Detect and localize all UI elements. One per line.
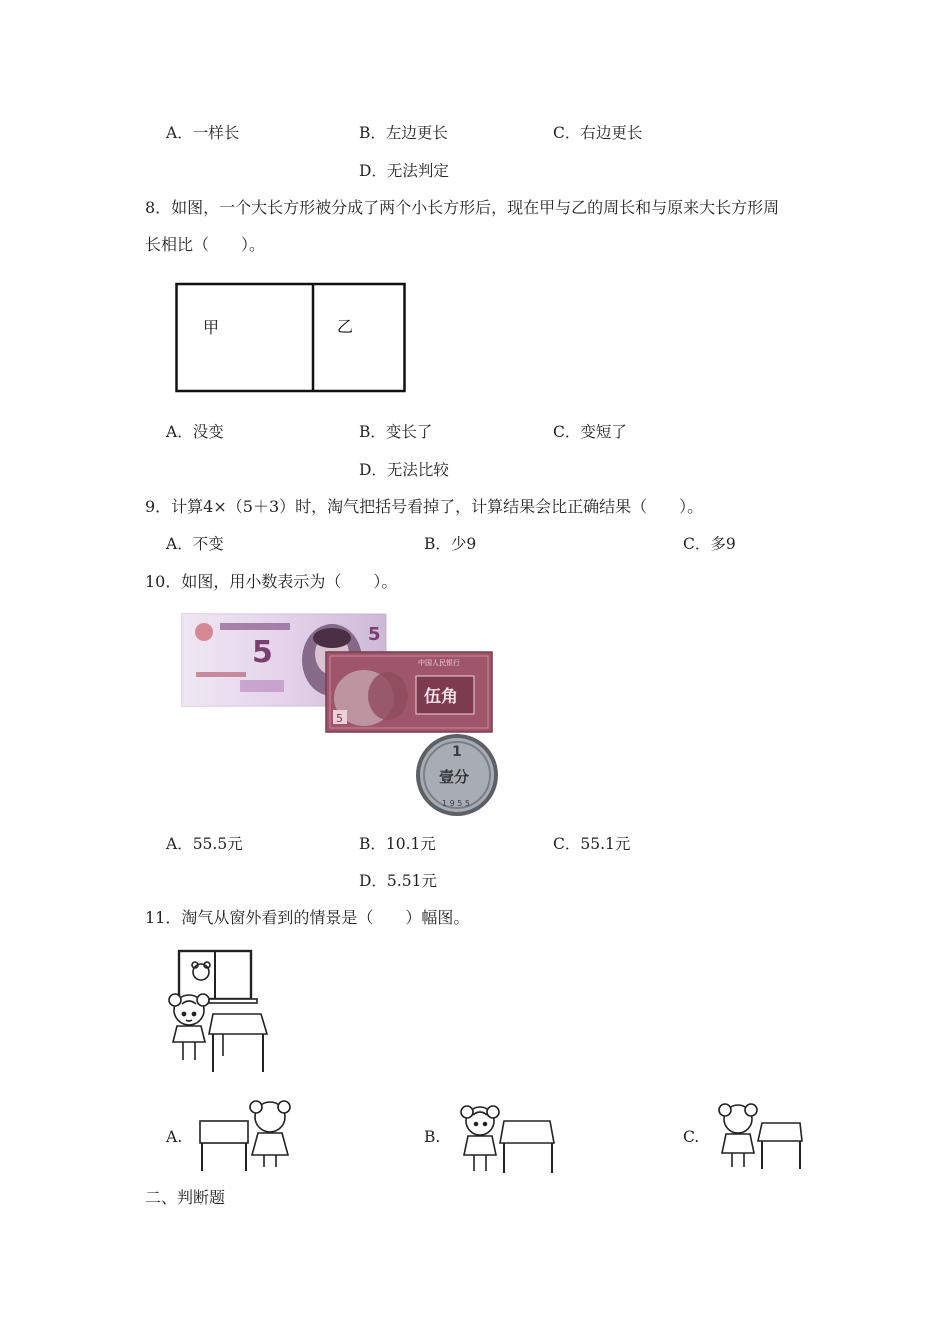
q8-option-c: C．变短了 bbox=[553, 423, 627, 441]
one-fen-coin-image bbox=[416, 734, 498, 816]
q11-option-c-label: C. bbox=[683, 1128, 700, 1146]
svg-text:中国人民银行: 中国人民银行 bbox=[418, 659, 460, 667]
svg-text:5: 5 bbox=[336, 712, 343, 725]
q7-option-a: A．一样长 bbox=[166, 124, 240, 142]
q7-option-b: B．左边更长 bbox=[359, 124, 448, 142]
q7-option-c: C．右边更长 bbox=[553, 124, 643, 142]
q11-option-b-figure bbox=[458, 1103, 558, 1175]
svg-text:1 9 5 5: 1 9 5 5 bbox=[442, 799, 470, 808]
five-jiao-note-image bbox=[326, 652, 492, 732]
q8-label-yi: 乙 bbox=[337, 317, 354, 336]
q9-text: 9．计算4×（5＋3）时，淘气把括号看掉了，计算结果会比正确结果（ ）。 bbox=[145, 497, 704, 516]
five-jiao-text: 伍角 bbox=[424, 687, 458, 707]
five-yuan-digit: 5 bbox=[252, 635, 273, 670]
svg-text:1: 1 bbox=[452, 744, 462, 760]
q11-option-c-figure bbox=[712, 1101, 812, 1173]
q8-text-line1: 8．如图，一个大长方形被分成了两个小长方形后，现在甲与乙的周长和与原来大长方形周 bbox=[145, 198, 780, 217]
q8-option-b: B．变长了 bbox=[359, 423, 433, 441]
q9-option-b: B．少9 bbox=[424, 535, 477, 553]
q8-text-line2: 长相比（ ）。 bbox=[145, 235, 266, 254]
one-fen-coin-text: 壹分 bbox=[439, 768, 470, 786]
q11-text: 11．淘气从窗外看到的情景是（ ）幅图。 bbox=[145, 908, 470, 927]
q9-option-c: C．多9 bbox=[683, 535, 736, 553]
q8-big-rectangle bbox=[177, 284, 405, 391]
q7-option-d: D．无法判定 bbox=[359, 162, 449, 180]
q10-option-a: A．55.5元 bbox=[166, 835, 243, 853]
q11-option-b-label: B. bbox=[424, 1128, 441, 1146]
q8-option-d: D．无法比较 bbox=[359, 461, 449, 479]
q8-option-a: A．没变 bbox=[166, 423, 224, 441]
q10-option-c: C．55.1元 bbox=[553, 835, 631, 853]
q11-window-scene-figure bbox=[163, 946, 273, 1076]
q11-option-a-label: A. bbox=[166, 1128, 183, 1146]
q9-option-a: A．不变 bbox=[166, 535, 224, 553]
q10-option-d: D．5.51元 bbox=[359, 872, 437, 890]
q10-money-figure bbox=[180, 610, 510, 820]
q10-option-b: B．10.1元 bbox=[359, 835, 436, 853]
q8-label-jia: 甲 bbox=[203, 318, 220, 337]
svg-text:5: 5 bbox=[368, 624, 381, 645]
section-2-title: 二、判断题 bbox=[145, 1188, 226, 1207]
q8-rectangle-figure bbox=[175, 282, 407, 394]
q10-text: 10．如图，用小数表示为（ ）。 bbox=[145, 572, 398, 591]
q11-option-a-figure bbox=[196, 1099, 296, 1171]
